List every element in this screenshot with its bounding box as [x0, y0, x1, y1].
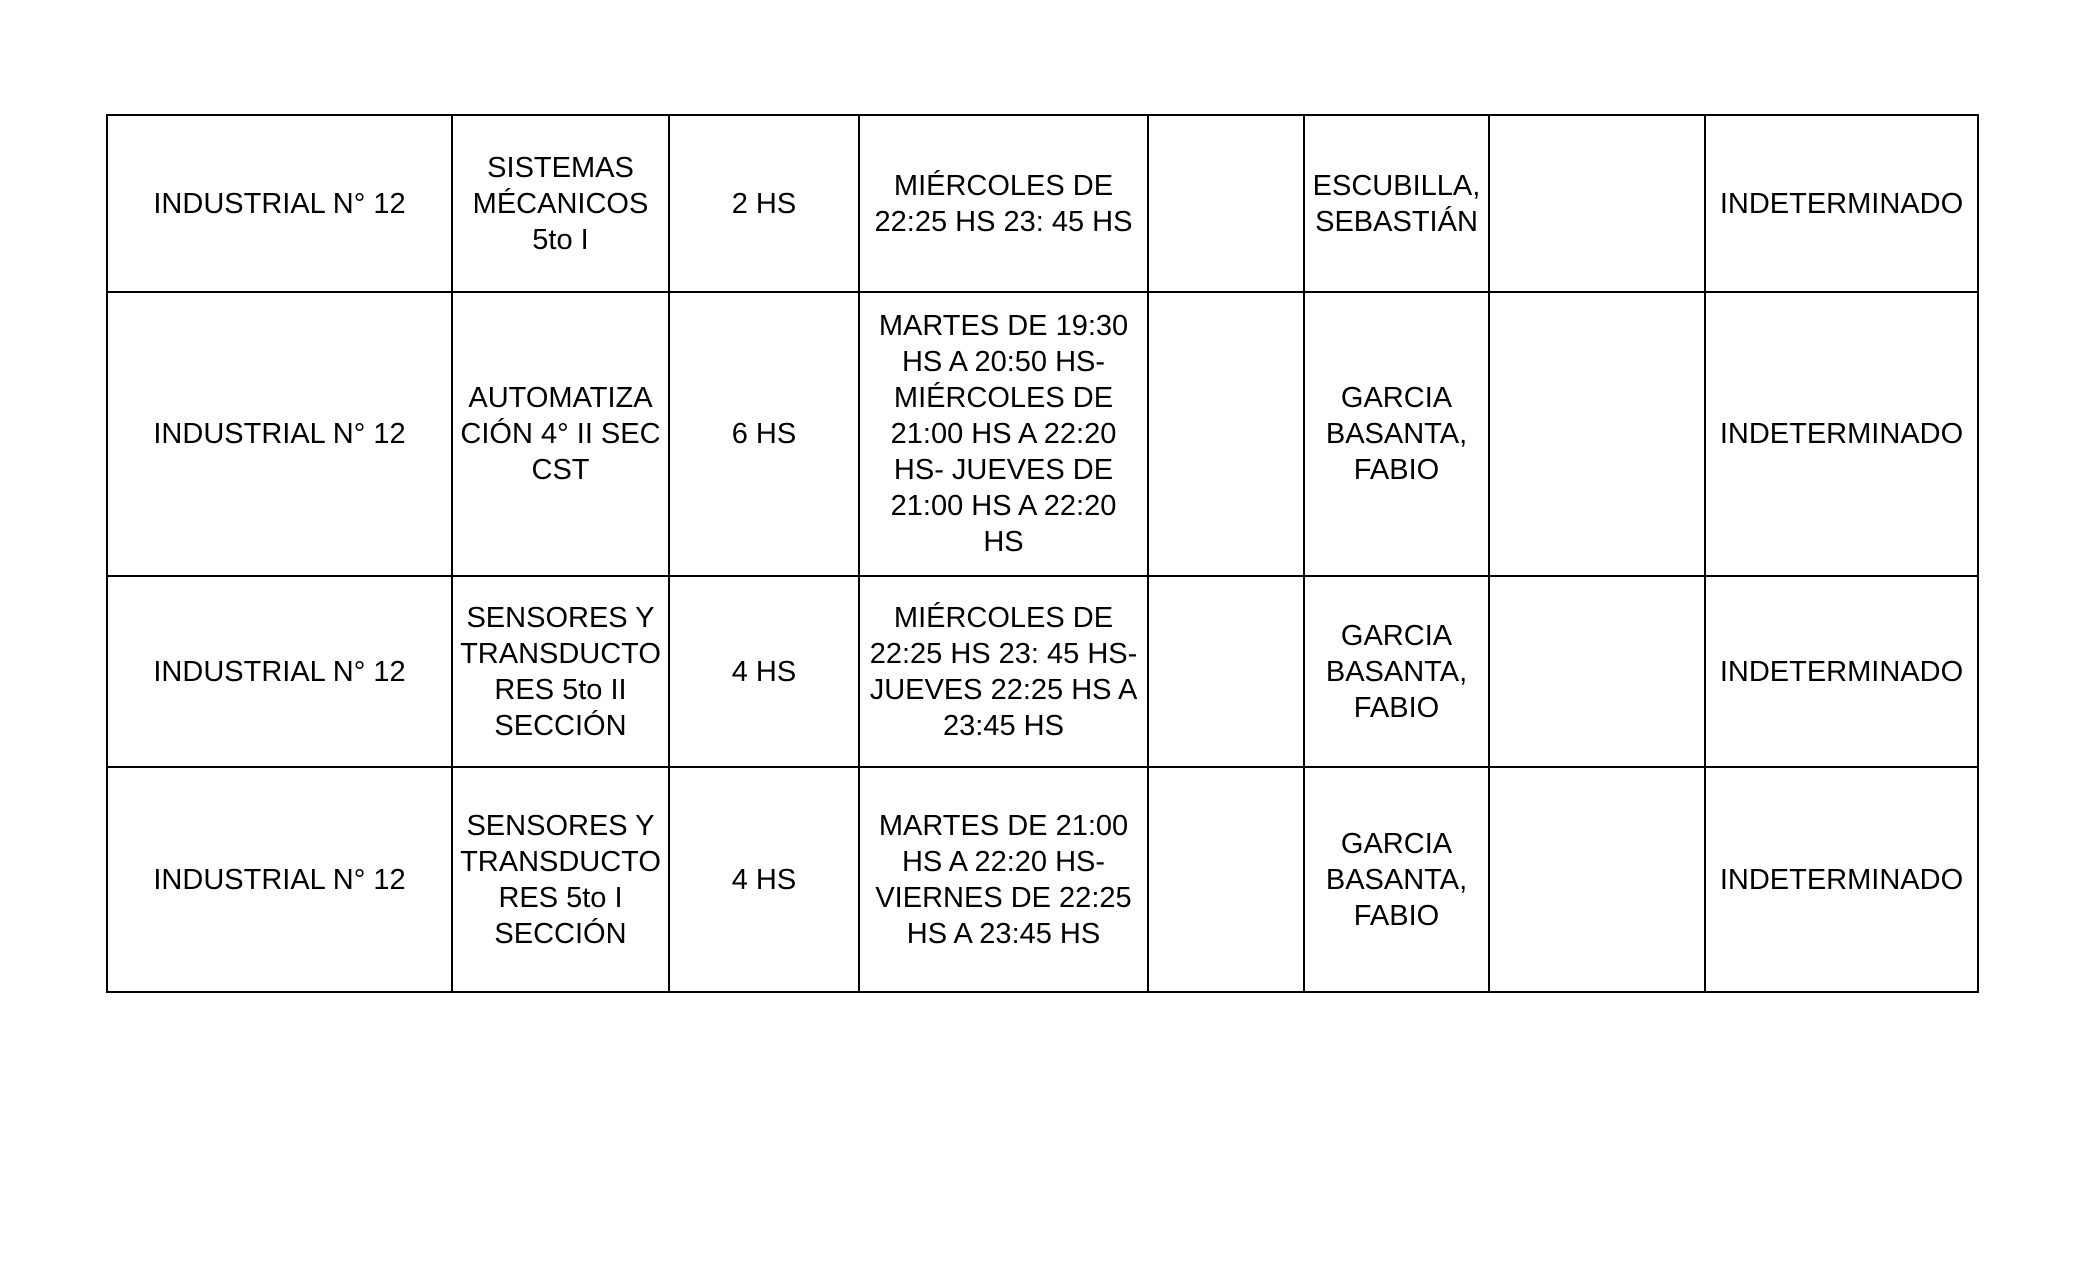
table-row — [107, 767, 1978, 992]
teacher-cell: ESCUBILLA, SEBASTIÁN — [1304, 115, 1489, 292]
hours-cell: 4 HS — [669, 576, 859, 767]
empty-cell — [1148, 115, 1304, 292]
school-cell: INDUSTRIAL N° 12 — [107, 115, 452, 292]
hours-cell: 2 HS — [669, 115, 859, 292]
empty-cell — [1489, 115, 1705, 292]
subject-cell: SENSORES Y TRANSDUCTO RES 5to II SECCIÓN — [452, 576, 669, 767]
status-cell: INDETERMINADO — [1705, 115, 1978, 292]
schedule-table — [106, 114, 1979, 993]
school-cell: INDUSTRIAL N° 12 — [107, 292, 452, 576]
status-cell: INDETERMINADO — [1705, 576, 1978, 767]
status-cell: INDETERMINADO — [1705, 292, 1978, 576]
status-cell: INDETERMINADO — [1705, 767, 1978, 992]
teacher-cell: GARCIA BASANTA, FABIO — [1304, 576, 1489, 767]
schedule-cell: MIÉRCOLES DE 22:25 HS 23: 45 HS — [859, 115, 1148, 292]
schedule-cell: MARTES DE 21:00 HS A 22:20 HS- VIERNES DE 22:25 HS A 23:45 HS — [859, 767, 1148, 992]
table-row — [107, 576, 1978, 767]
subject-cell: AUTOMATIZA CIÓN 4° II SEC CST — [452, 292, 669, 576]
table-row — [107, 115, 1978, 292]
empty-cell — [1148, 576, 1304, 767]
empty-cell — [1489, 576, 1705, 767]
schedule-cell: MIÉRCOLES DE 22:25 HS 23: 45 HS- JUEVES 22:25 HS A 23:45 HS — [859, 576, 1148, 767]
hours-cell: 6 HS — [669, 292, 859, 576]
school-cell: INDUSTRIAL N° 12 — [107, 767, 452, 992]
subject-cell: SISTEMAS MÉCANICOS 5to I — [452, 115, 669, 292]
empty-cell — [1489, 292, 1705, 576]
hours-cell: 4 HS — [669, 767, 859, 992]
schedule-cell: MARTES DE 19:30 HS A 20:50 HS- MIÉRCOLES DE 21:00 HS A 22:20 HS- JUEVES DE 21:00 HS A 22:20 HS — [859, 292, 1148, 576]
empty-cell — [1148, 767, 1304, 992]
subject-cell: SENSORES Y TRANSDUCTO RES 5to I SECCIÓN — [452, 767, 669, 992]
teacher-cell: GARCIA BASANTA, FABIO — [1304, 767, 1489, 992]
teacher-cell: GARCIA BASANTA, FABIO — [1304, 292, 1489, 576]
school-cell: INDUSTRIAL N° 12 — [107, 576, 452, 767]
empty-cell — [1148, 292, 1304, 576]
empty-cell — [1489, 767, 1705, 992]
table-row — [107, 292, 1978, 576]
